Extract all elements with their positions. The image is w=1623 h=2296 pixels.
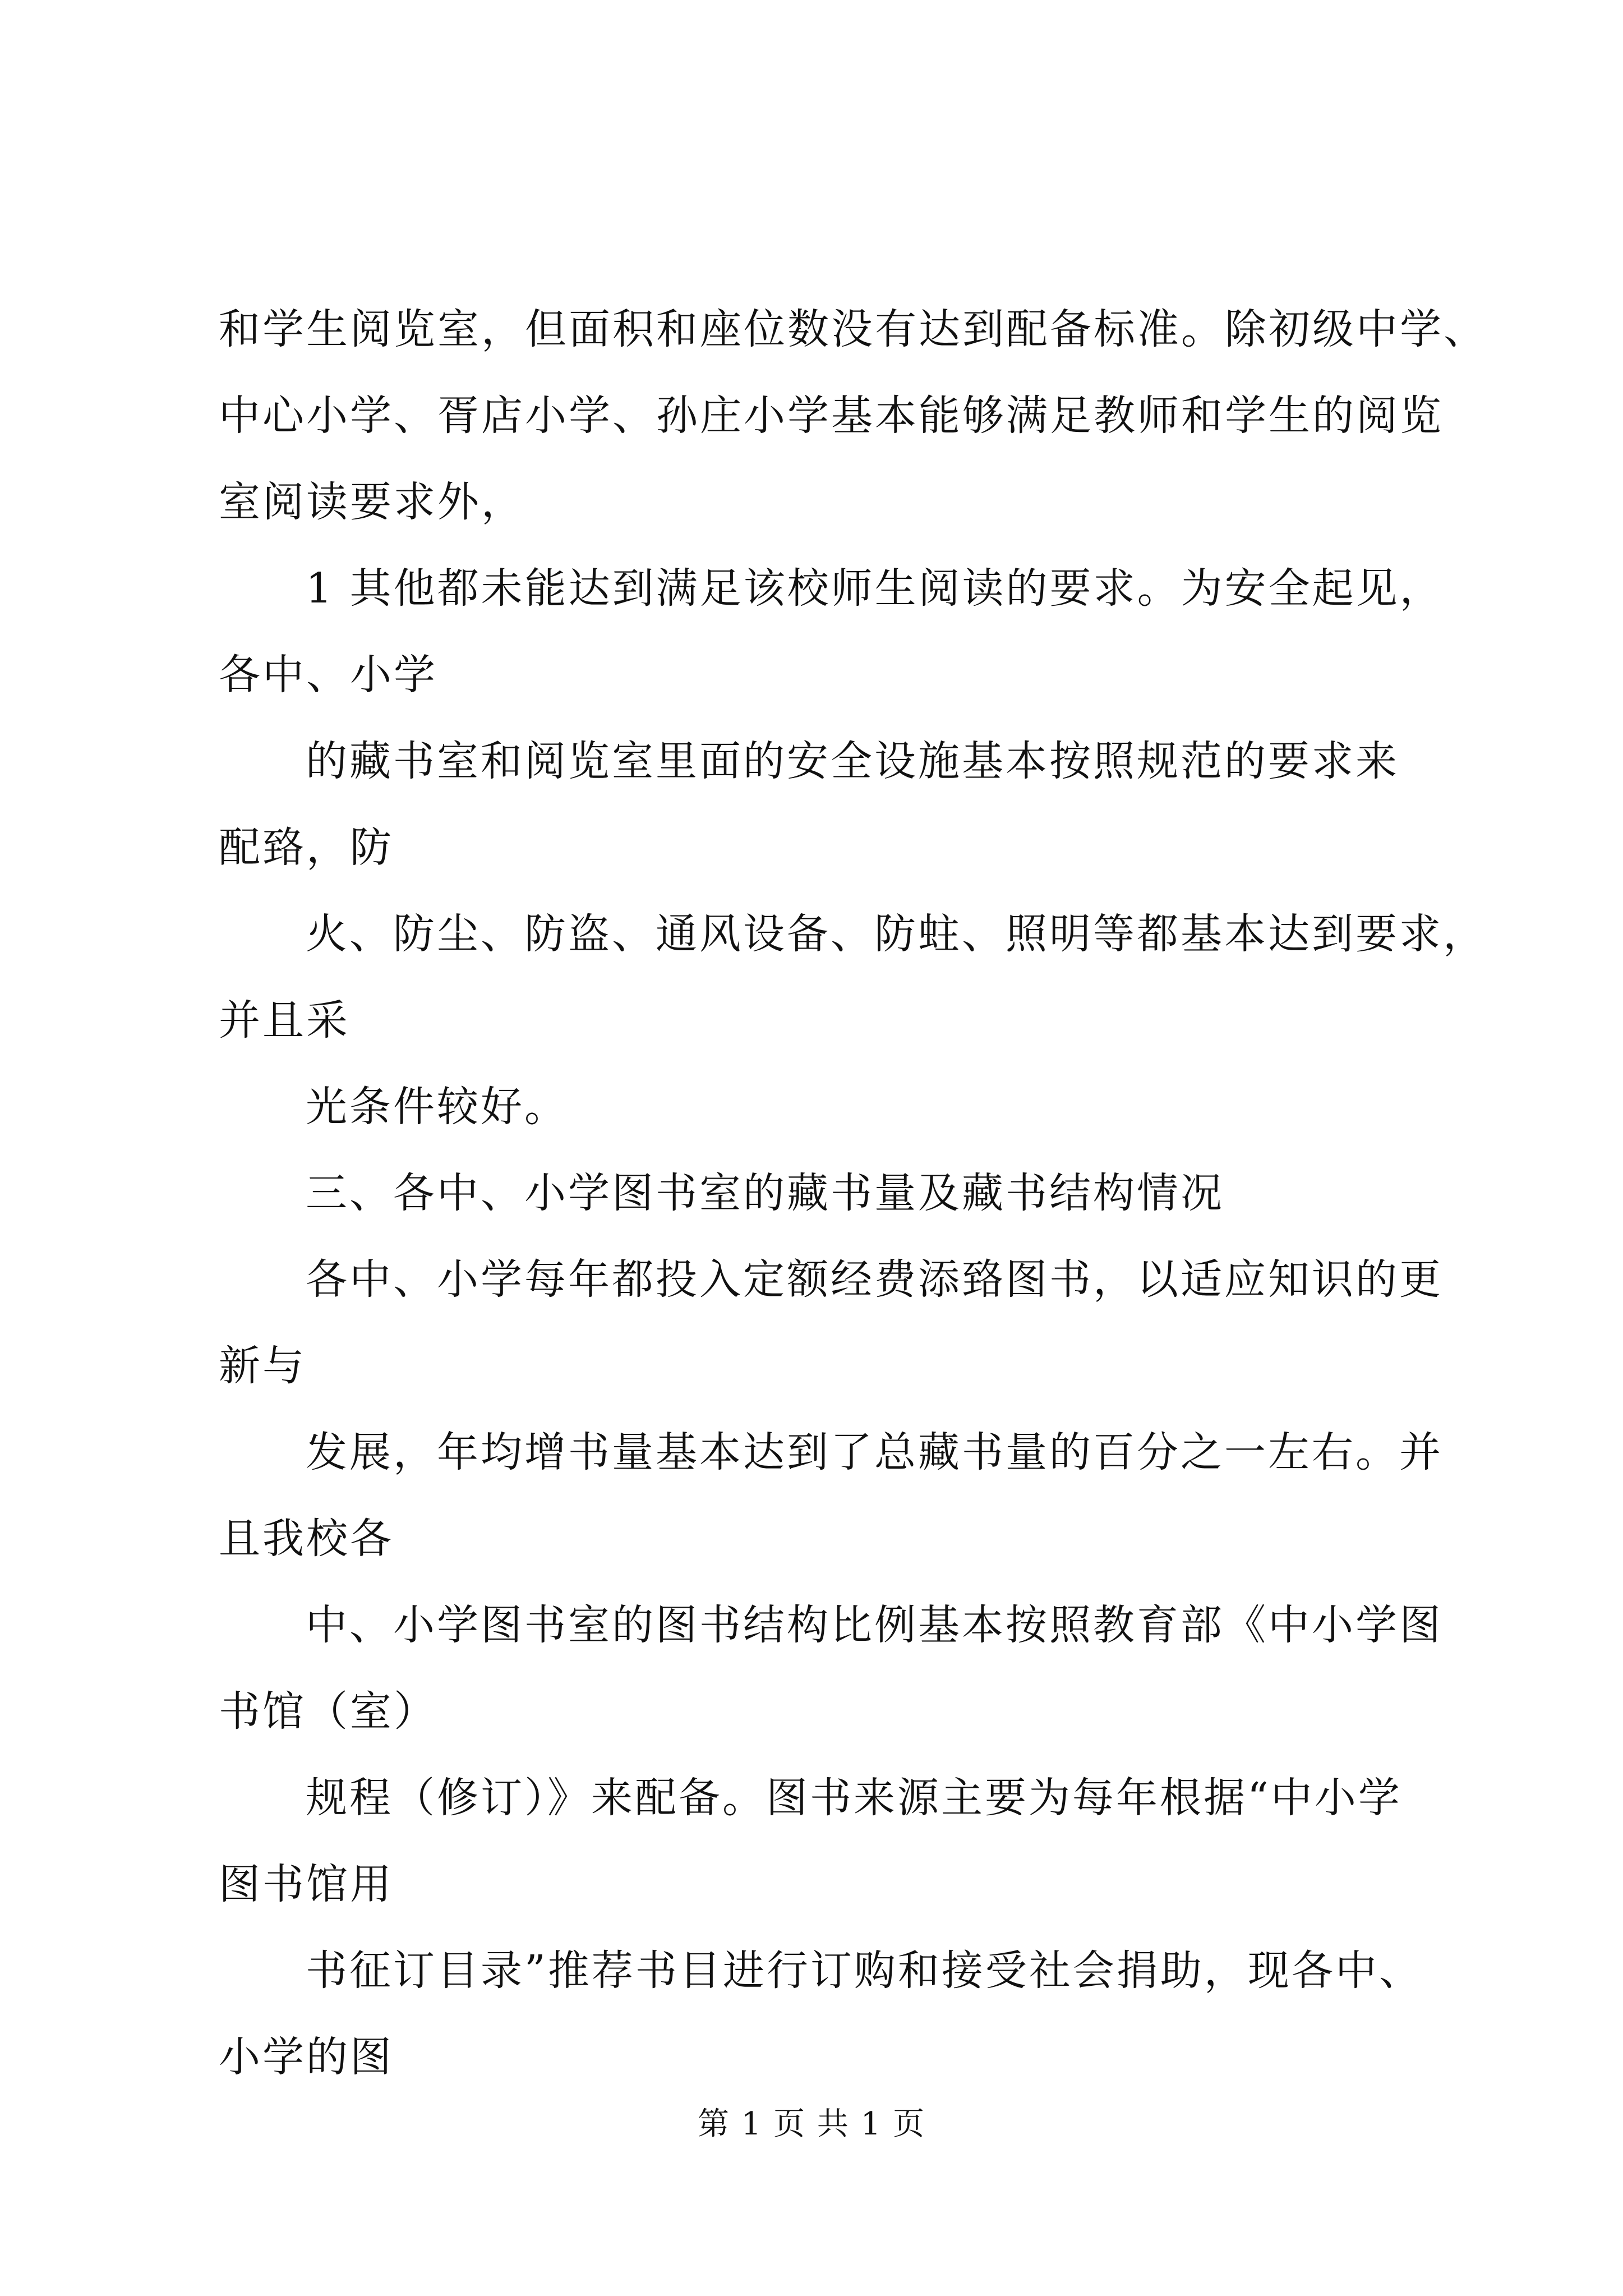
- text-line: 且我校各: [219, 1515, 394, 1563]
- text-line: 书征订目录”推荐书目进行订购和接受社会捐助，现各中、: [306, 1947, 1423, 1995]
- text-line: 中、小学图书室的图书结构比例基本按照教育部《中小学图: [306, 1601, 1443, 1649]
- text-line: 中心小学、胥店小学、孙庄小学基本能够满足教师和学生的阅览: [219, 392, 1444, 440]
- text-line: 发展，年均增书量基本达到了总藏书量的百分之一左右。并: [306, 1428, 1443, 1476]
- text-line: 的藏书室和阅览室里面的安全设施基本按照规范的要求来: [306, 737, 1399, 785]
- text-line: 书馆（室）: [219, 1687, 437, 1736]
- text-line: 小学的图: [219, 2033, 394, 2081]
- text-line: 图书馆用: [219, 1860, 394, 1908]
- text-line: 室阅读要求外，: [219, 478, 525, 526]
- text-line: 配臵，防: [219, 823, 394, 872]
- text-line: 和学生阅览室，但面积和座位数没有达到配备标准。除初级中学、: [219, 305, 1487, 353]
- text-line: 火、防尘、防盗、通风设备、防蛀、照明等都基本达到要求，: [306, 910, 1487, 958]
- text-line: 1 其他都未能达到满足该校师生阅读的要求。为安全起见，: [306, 564, 1444, 613]
- text-line: 各中、小学: [219, 651, 437, 699]
- text-line: 各中、小学每年都投入定额经费添臵图书，以适应知识的更: [306, 1255, 1443, 1304]
- text-line: 并且采: [219, 996, 350, 1045]
- text-line: 新与: [219, 1342, 306, 1390]
- text-line: 光条件较好。: [306, 1083, 568, 1131]
- text-line: 三、各中、小学图书室的藏书量及藏书结构情况: [306, 1169, 1224, 1217]
- text-line: 规程（修订）》来配备。图书来源主要为每年根据“中小学: [306, 1774, 1402, 1822]
- body-text: [219, 304, 1487, 2118]
- page-footer: 第 1 页 共 1 页: [697, 2106, 926, 2142]
